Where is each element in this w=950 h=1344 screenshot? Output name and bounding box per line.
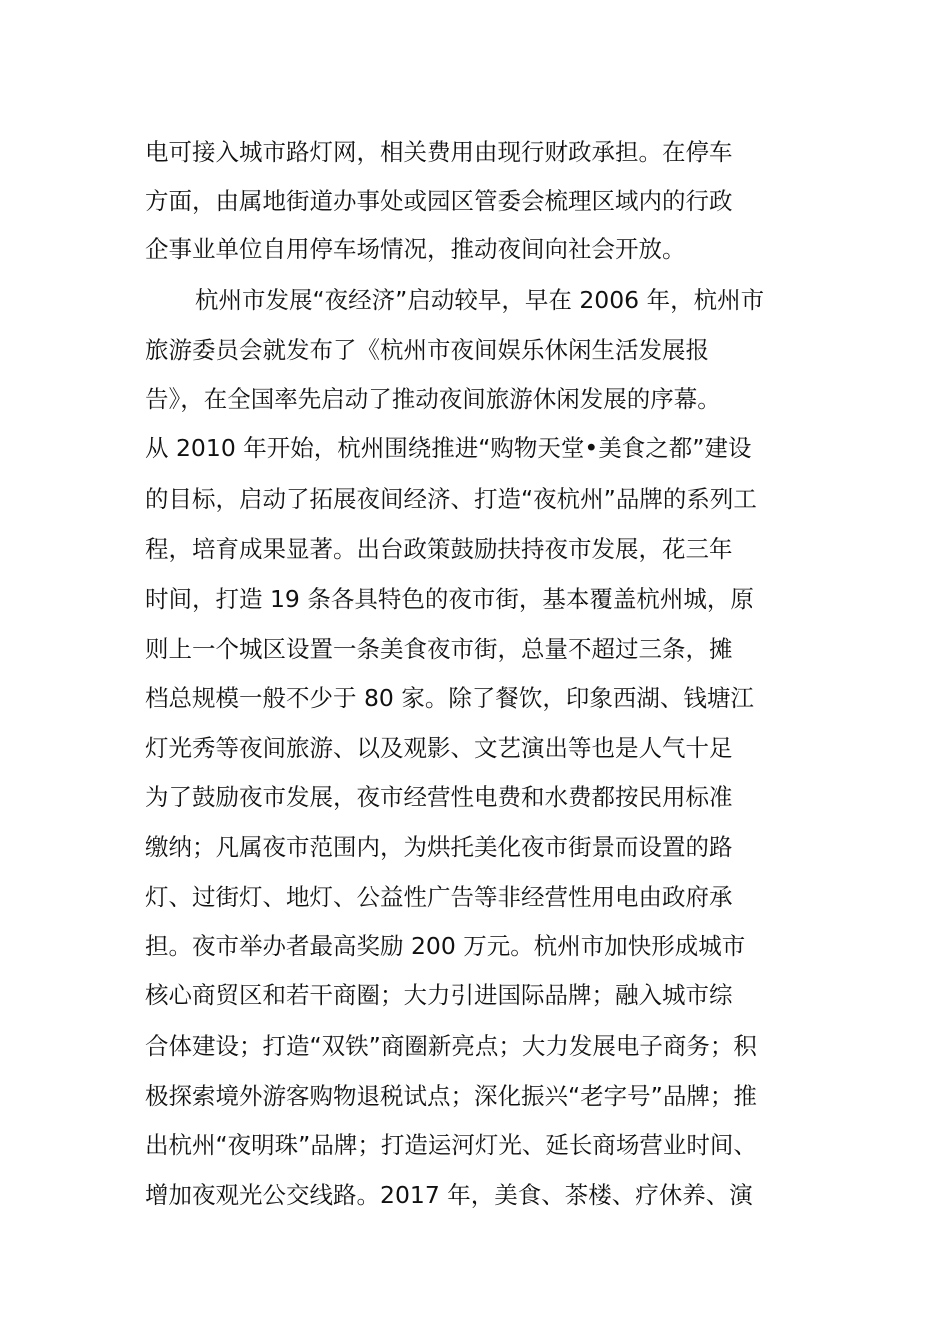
text-line: 告》，在全国率先启动了推动夜间旅游休闲发展的序幕。 xyxy=(145,385,721,413)
text-line: 档总规模一般不少于 80 家。除了餐饮，印象西湖、钱塘江 xyxy=(145,684,754,712)
text-line: 时间，打造 19 条各具特色的夜市街，基本覆盖杭州城，原 xyxy=(145,585,754,613)
text-line: 则上一个城区设置一条美食夜市街，总量不超过三条，摊 xyxy=(145,635,733,663)
text-line: 方面，由属地街道办事处或园区管委会梳理区域内的行政 xyxy=(145,187,733,215)
text-line: 核心商贸区和若干商圈；大力引进国际品牌；融入城市综 xyxy=(145,981,733,1009)
paragraph-first-line: 杭州市发展“夜经济”启动较早，早在 2006 年，杭州市 xyxy=(195,286,765,314)
text-line: 旅游委员会就发布了《杭州市夜间娱乐休闲生活发展报 xyxy=(145,336,709,364)
text-line: 为了鼓励夜市发展，夜市经营性电费和水费都按民用标准 xyxy=(145,783,733,811)
text-line: 缴纳；凡属夜市范围内，为烘托美化夜市街景而设置的路 xyxy=(145,833,733,861)
text-line: 增加夜观光公交线路。2017 年，美食、茶楼、疗休养、演 xyxy=(145,1181,753,1209)
text-line: 从 2010 年开始，杭州围绕推进“购物天堂•美食之都”建设 xyxy=(145,434,752,462)
text-line: 极探索境外游客购物退税试点；深化振兴“老字号”品牌；推 xyxy=(145,1082,757,1110)
text-line: 企事业单位自用停车场情况，推动夜间向社会开放。 xyxy=(145,235,686,263)
text-line: 程，培育成果显著。出台政策鼓励扶持夜市发展，花三年 xyxy=(145,535,733,563)
text-line: 担。夜市举办者最高奖励 200 万元。杭州市加快形成城市 xyxy=(145,932,746,960)
text-line: 电可接入城市路灯网，相关费用由现行财政承担。在停车 xyxy=(145,138,733,166)
text-line: 灯光秀等夜间旅游、以及观影、文艺演出等也是人气十足 xyxy=(145,734,733,762)
text-line: 灯、过街灯、地灯、公益性广告等非经营性用电由政府承 xyxy=(145,883,733,911)
text-line: 出杭州“夜明珠”品牌；打造运河灯光、延长商场营业时间、 xyxy=(145,1131,757,1159)
text-line: 合体建设；打造“双铁”商圈新亮点；大力发展电子商务；积 xyxy=(145,1032,757,1060)
text-line: 的目标，启动了拓展夜间经济、打造“夜杭州”品牌的系列工 xyxy=(145,485,757,513)
